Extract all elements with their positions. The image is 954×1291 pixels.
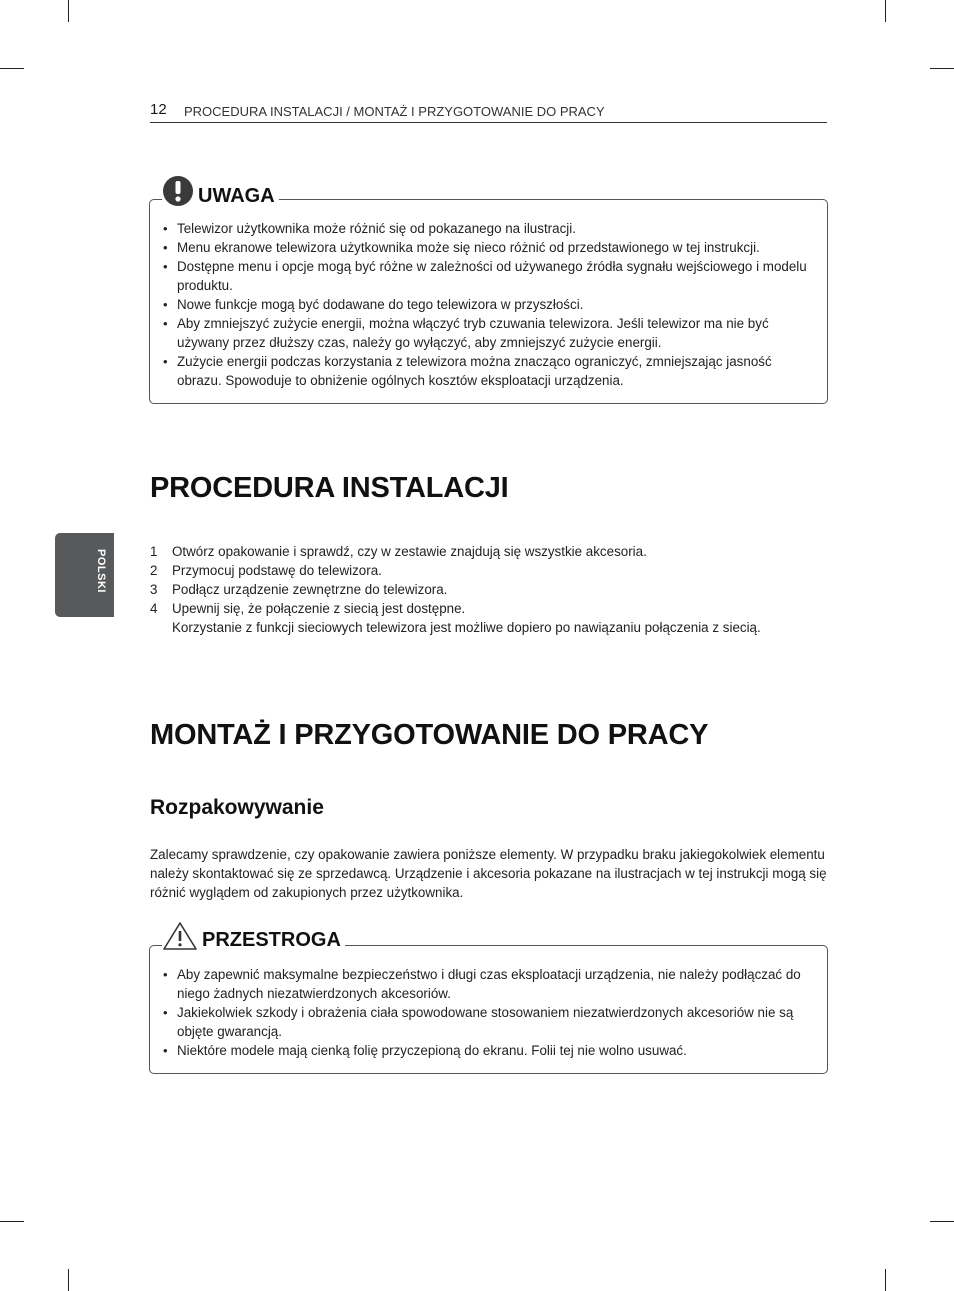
note-list (162, 219, 817, 390)
step-text: Otwórz opakowanie i sprawdź, czy w zestawie znajdują się wszystkie akcesoria. (172, 544, 647, 559)
step-number: 1 (150, 544, 158, 559)
crop-mark (0, 1221, 24, 1222)
step-item (150, 542, 830, 561)
caution-box-title: PRZESTROGA (202, 929, 341, 951)
note-box-title: UWAGA (198, 185, 275, 207)
step-item (150, 561, 830, 580)
caution-item: • Niektóre modele mają cienką folię przyczepioną do ekranu. Folii tej nie wolno usuwać. (162, 1041, 817, 1060)
unpacking-paragraph: Zalecamy sprawdzenie, czy opakowanie zawiera poniższe elementy. W przypadku braku jakiegokolwiek elementu należy skontaktować się ze sprzedawcą. Urządzenie i akcesoria pokazane na ilustracjach w tej instrukcji mogą się różnić wyglądem od zakupionych przez użytkownika. (150, 847, 827, 900)
language-tab (55, 533, 114, 617)
exclamation-icon (162, 175, 194, 207)
note-item: • Zużycie energii podczas korzystania z telewizora można znacząco ograniczyć, zmniejszając jasność obrazu. Spowoduje to obniżenie ogólnych kosztów eksploatacji urządzenia. (162, 352, 817, 390)
note-item: • Nowe funkcje mogą być dodawane do tego telewizora w przyszłości. (162, 295, 817, 314)
note-item: • Telewizor użytkownika może różnić się od pokazanego na ilustracji. (162, 219, 817, 238)
note-item: • Dostępne menu i opcje mogą być różne w zależności od używanego źródła sygnału wejściowego i modelu produktu. (162, 257, 817, 295)
caution-item: • Aby zapewnić maksymalne bezpieczeństwo i długi czas eksploatacji urządzenia, nie należy podłączać do niego żadnych niezatwierdzonych akcesoriów. (162, 965, 817, 1003)
caution-list (162, 965, 817, 1060)
crop-mark (68, 1269, 69, 1291)
subsection-title-unpacking: Rozpakowywanie (150, 796, 324, 819)
step-text: Upewnij się, że połączenie z siecią jest dostępne. (172, 601, 466, 616)
section-title-assembly: MONTAŻ I PRZYGOTOWANIE DO PRACY (150, 719, 709, 751)
caution-box (149, 929, 828, 1074)
crop-mark (930, 68, 954, 69)
note-item: • Aby zmniejszyć zużycie energii, można włączyć tryb czuwania telewizora. Jeśli telewizor ma nie być używany przez dłuższy czas, należy go wyłączyć, aby zmniejszyć zużycie energii. (162, 314, 817, 352)
crop-mark (885, 0, 886, 22)
section-title-installation: PROCEDURA INSTALACJI (150, 472, 509, 504)
caution-item: • Jakiekolwiek szkody i obrażenia ciała spowodowane stosowaniem niezatwierdzonych akcesoriów nie są objęte gwarancją. (162, 1003, 817, 1041)
note-box (149, 185, 828, 404)
page-header (150, 100, 827, 123)
crop-mark (0, 68, 24, 69)
step-number: 3 (150, 582, 158, 597)
step-text: Przymocuj podstawę do telewizora. (172, 563, 382, 578)
note-item: • Menu ekranowe telewizora użytkownika może się nieco różnić od przedstawionego w tej instrukcji. (162, 238, 817, 257)
crop-mark (885, 1269, 886, 1291)
step-number: 4 (150, 601, 158, 616)
step-item (150, 599, 830, 637)
note-box-heading (162, 175, 279, 207)
running-title: PROCEDURA INSTALACJI / MONTAŻ I PRZYGOTOWANIE DO PRACY (184, 104, 605, 119)
caution-box-heading (162, 921, 345, 951)
step-number: 2 (150, 563, 158, 578)
crop-mark (930, 1221, 954, 1222)
warning-triangle-icon (162, 921, 198, 951)
crop-mark (68, 0, 69, 22)
installation-steps (150, 542, 830, 637)
step-subtext: Korzystanie z funkcji sieciowych telewizora jest możliwe dopiero po nawiązaniu połączenia z siecią. (172, 620, 761, 635)
page-number: 12 (150, 101, 167, 118)
step-item (150, 580, 830, 599)
step-text: Podłącz urządzenie zewnętrzne do telewizora. (172, 582, 448, 597)
language-tab-label: POLSKI (95, 549, 107, 593)
